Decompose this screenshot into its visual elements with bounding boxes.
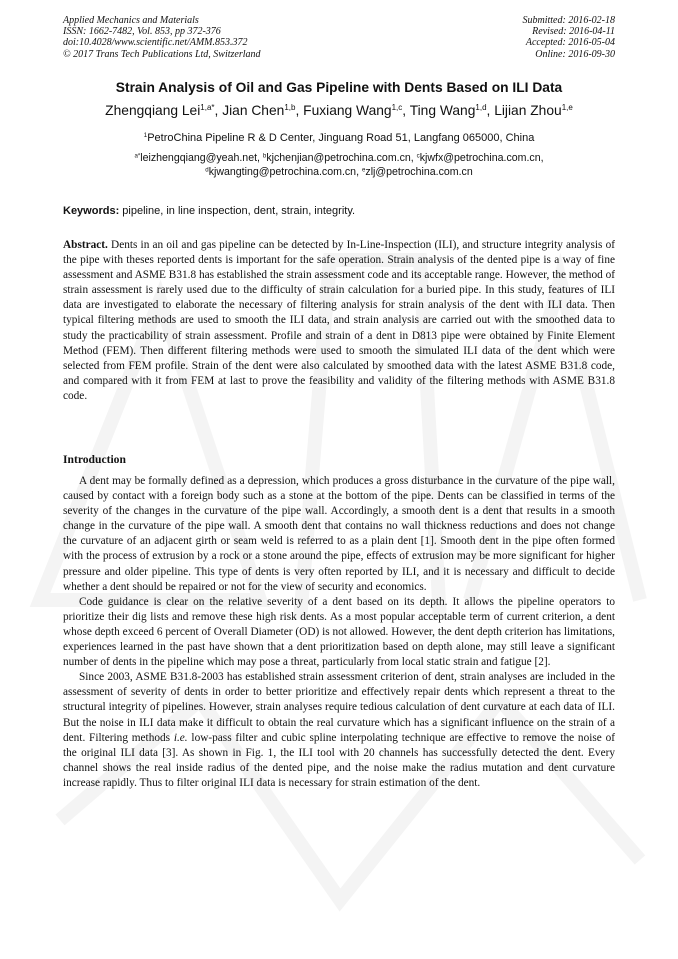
author-name: Ting Wang xyxy=(409,103,476,118)
email-sup: d xyxy=(205,165,209,173)
paragraph-text: low-pass filter and cubic spline interpolating technique are effective to remove the noise of the original ILI data [3]. As shown in Fig. 1, the ILI tool with 20 channels has successfully detected the dent. Every channel shows the real inside radius of the dented pipe, and the noise make the radius mutation and dent curvature increase rapidly. Thus to filter original ILI data is necessary for strain estimation of the dent. xyxy=(63,731,615,789)
email-sup: e xyxy=(361,165,366,173)
affiliation-text: PetroChina Pipeline R & D Center, Jinguang Road 51, Langfang 065000, China xyxy=(147,132,535,144)
paragraph-text: Since 2003, ASME B31.8-2003 has established strain assessment criterion of dent, strain analyses are included in the assessment of severity of dents in order to better prioritize and effectively repair dents which represent a threat to the structural integrity of pipelines. However, strain analyses require tedious calculation of dent curvature at each data of ILI. But the noise in ILI data make it difficult to obtain the real curvature which has a significant influence on the strain of a dent. Filtering methods xyxy=(63,671,615,744)
keywords xyxy=(63,205,623,217)
section-heading-introduction: Introduction xyxy=(63,453,126,466)
author-emails xyxy=(0,152,678,179)
abstract xyxy=(63,238,615,404)
email-sup: c xyxy=(416,152,420,160)
email-d[interactable]: kjwangting@petrochina.com.cn, xyxy=(208,165,362,178)
keywords-label: Keywords: xyxy=(63,205,120,217)
copyright: © 2017 Trans Tech Publications Ltd, Switzerland xyxy=(63,48,261,60)
italic-text: i.e. xyxy=(173,731,188,744)
paragraph: Code guidance is clear on the relative severity of a dent based on its depth. It allows the pipeline operators to prioritize their dig lists and remove these high risk dents. As a most popular acceptable term of current criterion, a dent whose depth exceed 6 percent of Overall Diameter (OD) is not allowed. However, the dent depth criterion has limitations, experiences learned in the past have shown that a dent prioritization based on depth alone, may still leave a significant number of dents in the pipeline which may pose a threat, particularly from local static strain and fatigue [2]. xyxy=(63,595,615,669)
email-b[interactable]: kjchenjian@petrochina.com.cn, xyxy=(266,152,417,164)
author-name: Fuxiang Wang xyxy=(303,103,392,118)
author-list: Zhengqiang Lei$^{1,a*}$, Jian Chen$^{1,b}$, Fuxiang Wang$^{1,c}$, Ting Wang$^{1,d}$, Lijian Zhou$^{1,e}$ xyxy=(105,103,573,118)
email-sup: b xyxy=(262,152,267,160)
abstract-label: Abstract. xyxy=(63,239,108,251)
online-date: Online: 2016-09-30 xyxy=(535,48,615,60)
issn-info: ISSN: 1662-7482, Vol. 853, pp 372-376 xyxy=(63,26,221,38)
author-sup: 1,a* xyxy=(200,103,215,113)
introduction-body xyxy=(63,474,615,791)
author-sup: 1,c xyxy=(391,103,403,113)
email-line-2 xyxy=(0,166,678,180)
revised-date: Revised: 2016-04-11 xyxy=(532,26,615,38)
email-a[interactable]: leizhengqiang@yeah.net, xyxy=(140,152,263,164)
author-sup: 1,e xyxy=(561,103,573,113)
journal-name: Applied Mechanics and Materials xyxy=(63,15,199,26)
email-line-1 xyxy=(0,152,678,166)
email-sup: a* xyxy=(134,152,141,160)
author-sup: 1,d xyxy=(475,103,487,113)
email-e[interactable]: zlj@petrochina.com.cn xyxy=(365,165,473,178)
author-name: Lijian Zhou xyxy=(494,103,562,118)
submitted-date: Submitted: 2016-02-18 xyxy=(522,15,615,26)
header-right xyxy=(523,15,616,60)
keywords-text: pipeline, in line inspection, dent, strain, integrity. xyxy=(119,205,356,217)
header-left xyxy=(63,15,261,60)
affiliation xyxy=(0,132,678,144)
email-c[interactable]: kjwfx@petrochina.com.cn, xyxy=(419,152,544,164)
affiliation-sup: 1 xyxy=(143,132,148,140)
paper-title: Strain Analysis of Oil and Gas Pipeline with Dents Based on ILI Data xyxy=(115,80,563,95)
paragraph xyxy=(63,670,615,791)
abstract-text: Dents in an oil and gas pipeline can be detected by In-Line-Inspection (ILI), and structure integrity analysis of the pipe with theses reported dents is important for the safe operation. Strain analysis of the dented pipe is a way of fine assessment and ASME B31.8 has established the strain assessment code and its acceptable range. However, the method of strain assessment is rarely used due to the difficulty of strain calculation for a buried pipe. In this study, features of ILI data are investigated to elaborate the necessary of filtering analysis for strain analysis of the dent with ILI data. Then typical filtering methods are used to smooth the ILI data, and strain analysis are carried out with the smoothed data to study the practicability of strain assessment. Profile and strain of a dent in D813 pipe were obtained by Finite Element Method (FEM). Then different filtering methods were used to smooth the simulated ILI data of the dent which were selected from FEM profile. Strain of the dent were also calculated by smoothed data with the latest ASME B31.8 code, and compared with it from FEM at last to prove the feasibility and validity of the filtering methods with ASME B31.8 code. xyxy=(63,239,615,402)
doi[interactable]: doi:10.4028/www.scientific.net/AMM.853.372 xyxy=(63,37,248,49)
paragraph: A dent may be formally defined as a depression, which produces a gross disturbance in the curvature of the pipe wall, caused by contact with a foreign body such as a stone at the bottom of the pipe. Dents can be classified in terms of the severity of the changes in the curvature of the pipe wall. Accordingly, a smooth dent is a dent that results in a smooth change in the curvature of the pipe wall. A smooth dent that contains no wall thickness reductions and does not change the curvature of an adjacent girth or seam weld is referred to as a plain dent [1]. Smooth dent in the pipe often formed with the process of extrusion by a rock or a stone around the pipe, effects of extrusion may be more significant for higher pressure and older pipeline. This type of dents is very often reported by ILI, and it is necessary and difficult to decide whether a dent should be repaired or not for the view of security and economics. xyxy=(63,475,615,593)
accepted-date: Accepted: 2016-05-04 xyxy=(525,37,615,49)
author-sup: 1,b xyxy=(284,103,296,113)
author-name: Zhengqiang Lei xyxy=(105,103,201,118)
author-name: Jian Chen xyxy=(222,103,285,118)
